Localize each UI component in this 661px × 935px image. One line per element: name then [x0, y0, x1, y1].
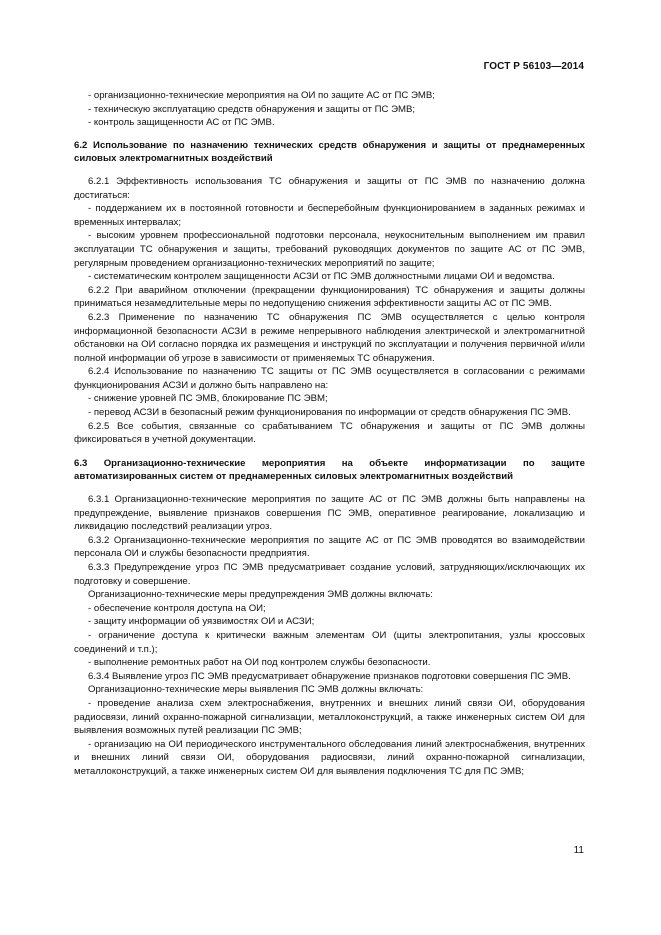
- list-item: - техническую эксплуатацию средств обнаружения и защиты от ПС ЭМВ;: [88, 103, 416, 115]
- list-item: - проведение анализа схем электроснабжения, внутренних и внешних линий связи ОИ, оборудования радиосвязи, линий охранно-пожарной сигнализации, металлоконструкций, а также инженерных систем ОИ для выявления возможных путей реализации ПС ЭМВ;: [74, 697, 585, 737]
- paragraph-6-2-4: 6.2.4 Использование по назначению ТС защиты от ПС ЭМВ осуществляется в согласовании с режимами функционирования АСЗИ и должно быть направлено на:: [74, 366, 585, 391]
- list-intro: Организационно-технические меры предупреждения ЭМВ должны включать:: [88, 589, 433, 601]
- list-item: - ограничение доступа к критически важным элементам ОИ (щиты электропитания, узлы кроссовых соединений и т.п.);: [74, 629, 585, 655]
- list-item: - высоким уровнем профессиональной подготовки персонала, неукоснительным выполнением им правил эксплуатации ТС обнаружения и защиты, требований руководящих документов по защите АС от ПС ЭМВ, регулярным проведением организационно-технических мероприятий по защите;: [74, 230, 585, 269]
- list-item: - контроль защищенности АС от ПС ЭМВ.: [88, 117, 275, 129]
- list-intro: Организационно-технические меры выявления ПС ЭМВ должны включать:: [88, 684, 424, 696]
- list-item: - перевод АСЗИ в безопасный режим функционирования по информации от средств обнаружения ПС ЭМВ.: [88, 407, 571, 419]
- list-item: - обеспечение контроля доступа на ОИ;: [88, 602, 266, 614]
- paragraph-6-2-2: 6.2.2 При аварийном отключении (прекращении функционирования) ТС обнаружения и защиты должны приниматься незамедлительные меры по недопущению снижения эффективности защиты АС от ПС ЭМВ.: [74, 284, 585, 310]
- list-item: - организационно-технические мероприятия на ОИ по защите АС от ПС ЭМВ;: [88, 90, 435, 101]
- paragraph-6-3-1: 6.3.1 Организационно-технические мероприятия по защите АС от ПС ЭМВ должны быть направлены на предупреждение, выявление признаков совершения ПС ЭМВ, оперативное реагирование, локализацию и ликвидацию последствий реализации угроз.: [74, 494, 585, 533]
- section-heading-6-2: 6.2 Использование по назначению технических средств обнаружения и защиты от преднамеренных силовых электромагнитных воздействий: [74, 139, 585, 165]
- paragraph-6-3-3: 6.3.3 Предупреждение угроз ПС ЭМВ предусматривает создание условий, затрудняющих/исключающих их подготовку и совершение.: [74, 562, 585, 587]
- page-body: [74, 89, 585, 779]
- list-item: - систематическим контролем защищенности АСЗИ от ПС ЭМВ должностными лицами ОИ и ведомства.: [88, 271, 555, 283]
- paragraph-6-2-1: 6.2.1 Эффективность использования ТС обнаружения и защиты от ПС ЭМВ по назначению должна достигаться:: [74, 175, 585, 201]
- paragraph-6-2-3: 6.2.3 Применение по назначению ТС обнаружения ПС ЭМВ осуществляется с целью контроля информационной безопасности АСЗИ в режиме непрерывного наблюдения электрической и электромагнитной обстановки на ОИ согласно порядка их размещения и инструкций по эксплуатации и получения первичной и/или полной информации об угрозе в зависимости от применяемых ТС обнаружения.: [74, 311, 585, 364]
- paragraph-6-3-2: 6.3.2 Организационно-технические мероприятия по защите АС от ПС ЭМВ проводятся во взаимодействии персонала ОИ и службы безопасности предприятия.: [74, 534, 585, 560]
- list-item: - снижение уровней ПС ЭМВ, блокирование ПС ЭВМ;: [88, 393, 328, 405]
- paragraph-6-3-4: 6.3.4 Выявление угроз ПС ЭМВ предусматривает обнаружение признаков подготовки совершения ПС ЭМВ.: [88, 670, 571, 682]
- paragraph-6-2-5: 6.2.5 Все события, связанные со срабатыванием ТС обнаружения и защиты от ПС ЭМВ должны фиксироваться в учетной документации.: [74, 420, 585, 446]
- section-heading-6-3: 6.3 Организационно-технические мероприятия на объекте информатизации по защите автоматизированных систем от преднамеренных силовых электромагнитных воздействий: [74, 457, 585, 483]
- list-item: - организацию на ОИ периодического инструментального обследования линий электроснабжения, внутренних и внешних линий связи ОИ, оборудования радиосвязи, линий охранно-пожарной сигнализации, металлоконструкций, а также инженерных систем ОИ для выявления подключения ТС для ПС ЭМВ;: [74, 738, 585, 777]
- list-item: - поддержанием их в постоянной готовности и бесперебойным функционированием в заданных режимах и временных интервалах;: [74, 203, 585, 228]
- list-item: - защиту информации об уязвимостях ОИ и АСЗИ;: [88, 616, 315, 628]
- document-code: ГОСТ Р 56103—2014: [483, 61, 584, 72]
- page-number: 11: [573, 845, 584, 856]
- list-item: - выполнение ремонтных работ на ОИ под контролем службы безопасности.: [88, 657, 431, 669]
